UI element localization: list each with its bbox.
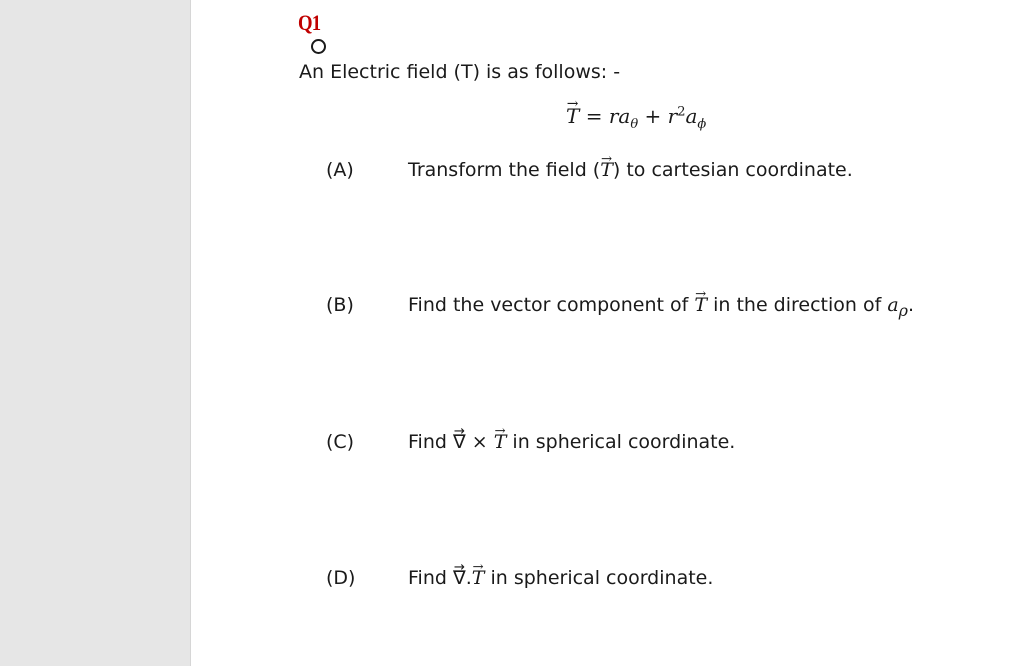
- part-c-nabla: → ∇: [453, 431, 466, 453]
- part-c-text: [408, 431, 735, 453]
- part-d-letter: (D): [326, 567, 356, 589]
- equation-term2-vec: a: [685, 104, 698, 128]
- part-d-text-after: in spherical coordinate.: [484, 567, 714, 589]
- equation-equals: =: [579, 104, 609, 128]
- part-a-text-before: Transform the field (: [408, 159, 601, 181]
- question-number: Q1: [298, 10, 321, 35]
- equation-term1-vec: a: [618, 104, 631, 128]
- part-a-symbol: → T: [600, 159, 613, 181]
- part-c-symbol: → T: [494, 431, 507, 453]
- equation-term1-coef: r: [608, 104, 619, 128]
- part-d-text: [408, 567, 713, 589]
- equation-plus: +: [638, 104, 668, 128]
- part-c-text-after: in spherical coordinate.: [506, 431, 736, 453]
- part-d-operator: .: [465, 567, 472, 589]
- part-d-nabla: → ∇: [453, 567, 466, 589]
- equation-term2-coef: r: [667, 104, 678, 128]
- part-d-text-before: Find: [408, 567, 453, 589]
- equation-lhs: → T: [566, 104, 579, 128]
- part-b-vec-sub: ρ: [898, 300, 908, 320]
- equation-term2-exp: 2: [677, 104, 686, 120]
- radio-circle-icon[interactable]: [311, 39, 326, 54]
- part-b-vec: a: [887, 294, 899, 316]
- part-d-symbol: → T: [472, 567, 485, 589]
- part-b-text: [408, 294, 914, 320]
- field-equation: [566, 104, 706, 132]
- part-a-text-after: ) to cartesian coordinate.: [612, 159, 853, 181]
- part-b-symbol: → T: [694, 294, 707, 316]
- equation-term2-sub: ϕ: [697, 117, 707, 132]
- equation-term1-sub: θ: [630, 117, 639, 132]
- part-c-text-before: Find: [408, 431, 453, 453]
- part-a-letter: (A): [326, 159, 354, 181]
- part-b-text-after: .: [907, 294, 915, 316]
- part-c-operator: ×: [465, 431, 494, 453]
- question-intro: An Electric field (T) is as follows: -: [299, 61, 621, 83]
- part-b-letter: (B): [326, 294, 354, 316]
- part-b-text-middle: in the direction of: [707, 294, 888, 316]
- part-b-text-before: Find the vector component of: [408, 294, 695, 316]
- part-a-text: [408, 159, 853, 181]
- part-c-letter: (C): [326, 431, 355, 453]
- left-margin-panel: [0, 0, 191, 666]
